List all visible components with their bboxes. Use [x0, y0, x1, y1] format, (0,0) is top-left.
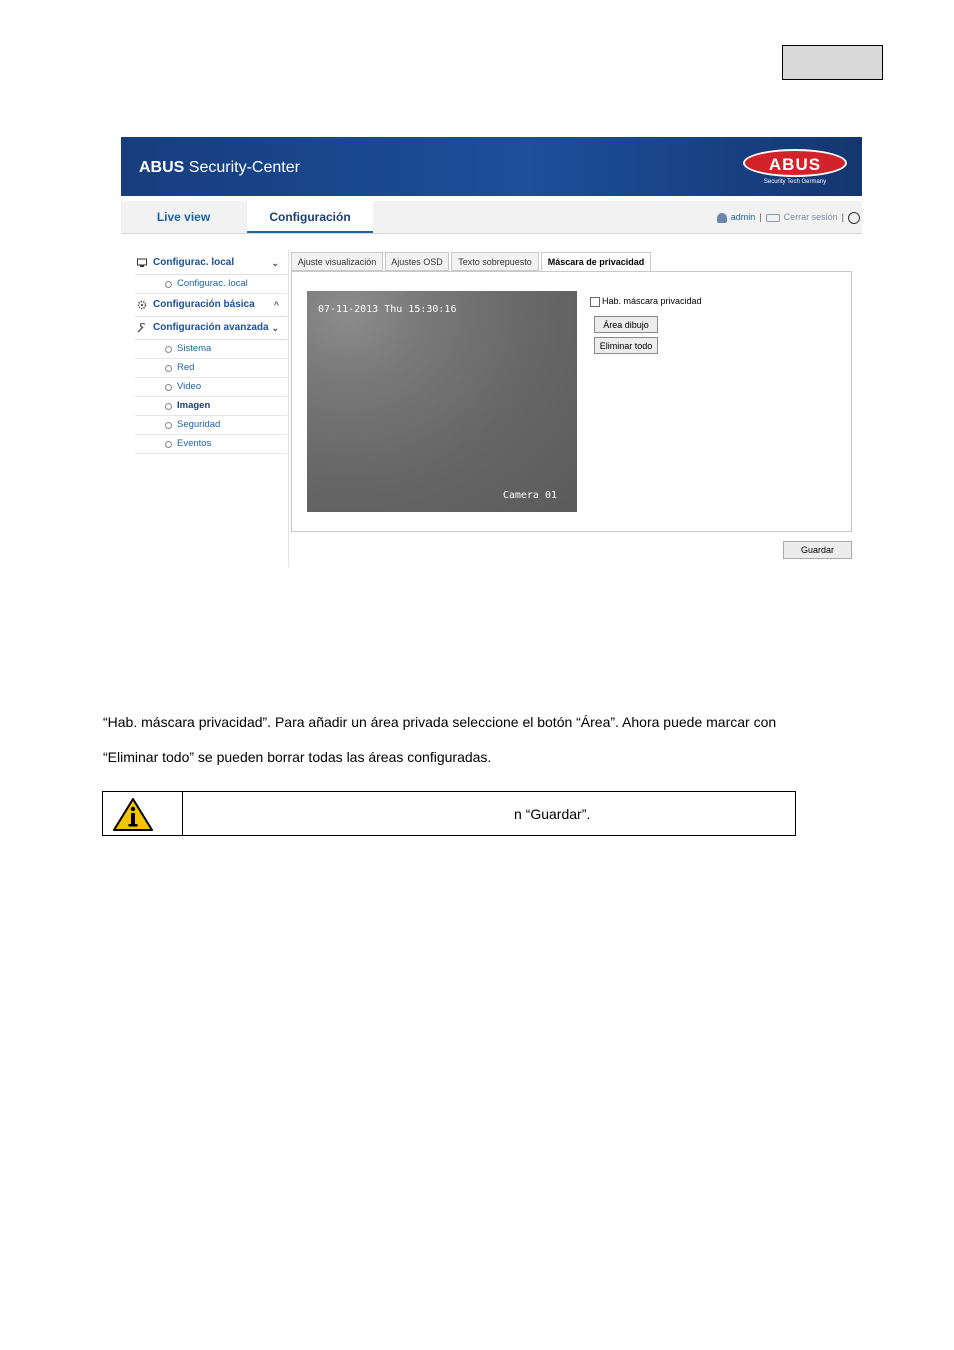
tab-live-view[interactable]: Live view [156, 210, 211, 224]
sidebar-basic-config[interactable]: Configuración básica ^ [135, 294, 287, 317]
osd-datetime: 07-11-2013 Thu 15:30:16 [318, 304, 457, 315]
top-nav [121, 201, 862, 234]
enable-mask-row [590, 296, 702, 307]
note-text: n “Guardar”. [514, 806, 591, 822]
osd-camera-name: Camera 01 [502, 490, 557, 501]
warning-info-icon [112, 797, 154, 832]
app-screenshot [121, 137, 862, 567]
bullet-icon [165, 441, 172, 448]
logout-link[interactable]: Cerrar sesión [783, 212, 838, 222]
privacy-mask-panel [291, 271, 852, 532]
bullet-icon [165, 365, 172, 372]
abus-logo: ABUS [743, 149, 847, 177]
body-text-line-2: “Eliminar todo” se pueden borrar todas las áreas configuradas. [103, 749, 492, 765]
draw-area-button[interactable]: Área dibujo [594, 316, 658, 333]
tab-configuracion[interactable]: Configuración [247, 201, 373, 233]
sidebar-advanced-config[interactable]: Configuración avanzada ⌄ [135, 317, 287, 340]
user-icon [717, 213, 727, 223]
sidebar-item-eventos[interactable]: Eventos [135, 435, 287, 454]
content-divider [288, 249, 289, 567]
sidebar-local-config[interactable]: Configurac. local ⌄ [135, 252, 287, 275]
sidebar-item-local-config[interactable]: Configurac. local [135, 275, 287, 294]
nav-separator: | [759, 212, 762, 222]
chevron-down-icon: ⌄ [271, 258, 279, 268]
bullet-icon [165, 346, 172, 353]
tab-text-overlay[interactable]: Texto sobrepuesto [451, 252, 539, 271]
bullet-icon [165, 403, 172, 410]
gear-icon [137, 300, 147, 310]
bullet-icon [165, 422, 172, 429]
wrench-icon [137, 323, 147, 333]
sidebar-item-red[interactable]: Red [135, 359, 287, 378]
tab-osd-settings[interactable]: Ajustes OSD [385, 252, 449, 271]
globe-icon[interactable] [848, 212, 860, 224]
user-link[interactable]: admin [730, 212, 756, 222]
language-box [782, 45, 883, 80]
video-preview[interactable] [307, 291, 577, 512]
header-banner [121, 137, 862, 196]
sidebar [135, 252, 287, 454]
tab-display-settings[interactable]: Ajuste visualización [291, 252, 383, 271]
save-button[interactable]: Guardar [783, 541, 852, 559]
note-divider [182, 792, 183, 835]
tab-privacy-mask[interactable]: Máscara de privacidad [541, 252, 651, 272]
logo-tagline: Security Tech Germany [763, 179, 827, 185]
user-area [717, 201, 862, 233]
chevron-down-icon: ⌄ [271, 323, 279, 333]
sidebar-item-sistema[interactable]: Sistema [135, 340, 287, 359]
sidebar-item-seguridad[interactable]: Seguridad [135, 416, 287, 435]
body-text-line-1: “Hab. máscara privacidad”. Para añadir un área privada seleccione el botón “Área”. Ahora puede marcar con [103, 714, 777, 730]
enable-mask-label: Hab. máscara privacidad [602, 296, 702, 306]
sidebar-item-video[interactable]: Video [135, 378, 287, 397]
app-title: ABUS Security-Center [139, 159, 300, 176]
monitor-icon [137, 258, 147, 268]
note-box [102, 791, 796, 836]
chevron-up-icon: ^ [273, 300, 279, 310]
logout-icon [766, 214, 780, 222]
bullet-icon [165, 281, 172, 288]
sidebar-item-imagen[interactable]: Imagen [135, 397, 287, 416]
enable-mask-checkbox[interactable] [590, 297, 600, 307]
nav-separator-2: | [841, 212, 844, 222]
bullet-icon [165, 384, 172, 391]
delete-all-button[interactable]: Eliminar todo [594, 337, 658, 354]
